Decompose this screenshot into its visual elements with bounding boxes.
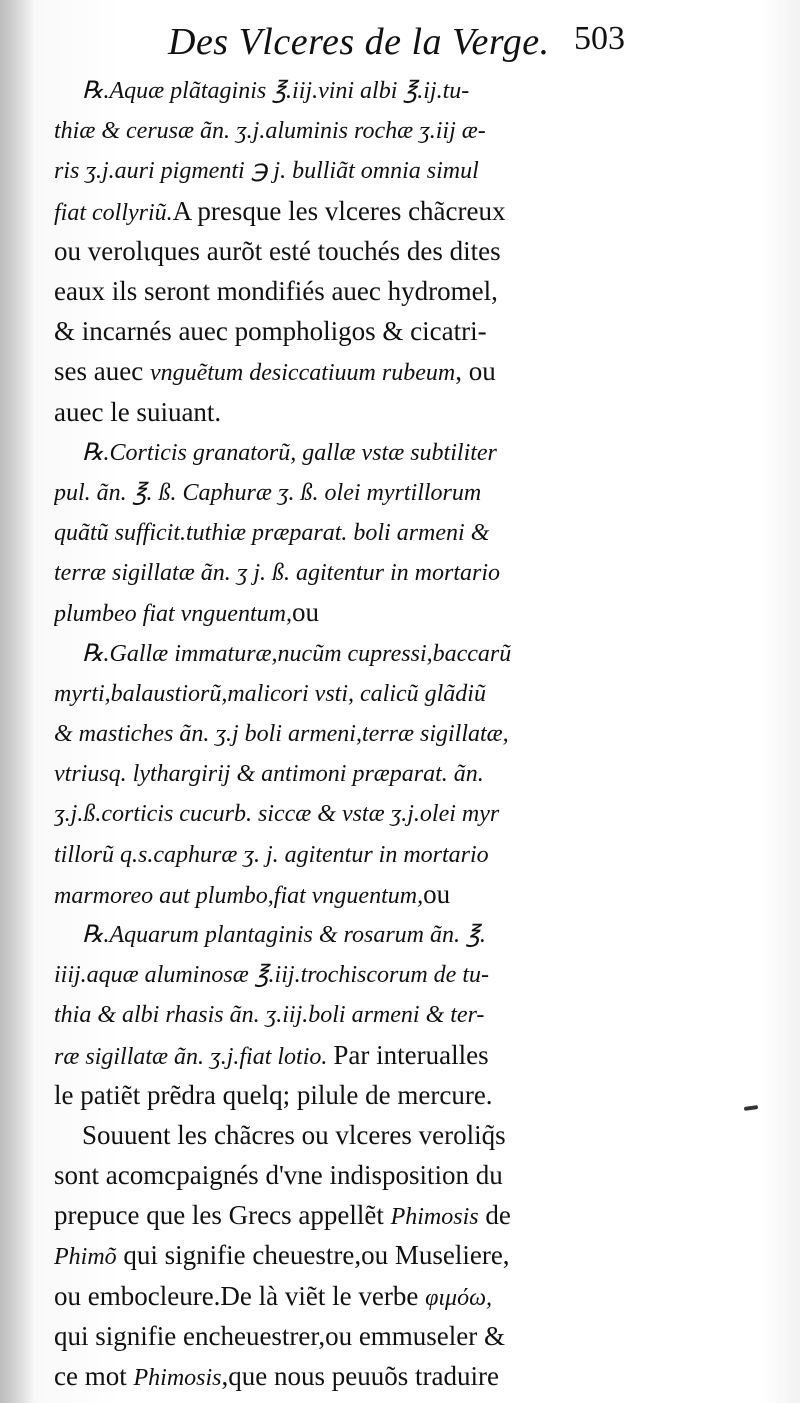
text-line bbox=[54, 1115, 660, 1155]
roman-text-segment: ses auec bbox=[54, 356, 150, 387]
roman-text-segment: ou embocleure.De là viẽt le verbe bbox=[54, 1280, 426, 1311]
body-text bbox=[54, 70, 660, 1396]
roman-text-segment: prepuce que les Grecs appellẽt bbox=[54, 1200, 391, 1231]
italic-text-segment: quãtũ sufficit.tuthiæ præparat. boli armeni & bbox=[54, 520, 490, 547]
text-line bbox=[54, 432, 660, 472]
italic-text-segment: Phimõ bbox=[54, 1244, 117, 1271]
roman-text-segment: qui signifie encheuestrer,ou emmuseler & bbox=[54, 1320, 506, 1351]
text-line bbox=[54, 110, 660, 150]
text-line bbox=[54, 1035, 660, 1075]
text-line bbox=[54, 271, 660, 311]
text-line bbox=[54, 1316, 660, 1356]
text-line bbox=[54, 954, 660, 994]
roman-text-segment: sont acomcpaignés d'vne indisposition du bbox=[54, 1160, 503, 1191]
text-line bbox=[54, 1356, 660, 1396]
italic-text-segment: ℞.Aquæ plãtaginis ℥.iij.vini albi ℥.ij.tu- bbox=[82, 78, 470, 104]
text-line bbox=[54, 1155, 660, 1195]
italic-text-segment: pul. ãn. ℥. ß. Caphuræ ʒ. ß. olei myrtillorum bbox=[54, 479, 482, 506]
italic-text-segment: & mastiches ãn. ʒ.j boli armeni,terræ sigillatæ, bbox=[54, 721, 509, 747]
italic-text-segment: thiæ & cerusæ ãn. ʒ.j.aluminis rochæ ʒ.iij æ- bbox=[54, 118, 486, 145]
italic-text-segment: terræ sigillatæ ãn. ʒ j. ß. agitentur in mortario bbox=[54, 560, 501, 587]
italic-text-segment: plumbeo fiat vnguentum, bbox=[54, 601, 292, 628]
roman-text-segment: qui signifie cheuestre,ou Museliere, bbox=[116, 1240, 510, 1271]
italic-text-segment: ʒ.j.ß.corticis cucurb. siccæ & vstæ ʒ.j.olei myr bbox=[54, 801, 500, 828]
text-line bbox=[54, 753, 660, 793]
text-line bbox=[54, 1276, 660, 1316]
roman-text-segment: de bbox=[478, 1200, 511, 1231]
roman-text-segment: , ou bbox=[455, 356, 496, 387]
roman-text-segment: & incarnés auec pompholigos & cicatri- bbox=[54, 316, 487, 347]
italic-text-segment: iiij.aquæ aluminosæ ℥.iij.trochiscorum de tu- bbox=[54, 962, 489, 989]
text-line bbox=[54, 311, 660, 351]
roman-text-segment: A presque les vlceres chãcreux bbox=[172, 195, 506, 226]
italic-text-segment: ℞.Corticis granatorũ, gallæ vstæ subtiliter bbox=[82, 439, 497, 466]
text-line bbox=[54, 150, 660, 190]
roman-text-segment: ou bbox=[291, 597, 319, 628]
italic-text-segment: ris ʒ.j.auri pigmenti ℈ j. bulliãt omnia simul bbox=[54, 158, 479, 185]
text-line bbox=[54, 552, 660, 592]
text-line bbox=[54, 1075, 660, 1115]
text-line bbox=[54, 191, 660, 231]
italic-text-segment: fiat collyriũ. bbox=[54, 199, 173, 226]
italic-text-segment: ræ sigillatæ ãn. ʒ.j.fiat lotio. bbox=[54, 1043, 334, 1070]
italic-text-segment: vtriusq. lythargirij & antimoni præparat. ãn. bbox=[54, 761, 484, 788]
roman-text-segment: auec le suiuant. bbox=[54, 396, 222, 427]
text-line bbox=[54, 70, 660, 110]
roman-text-segment: ou verolιques aurõt esté touchés des dites bbox=[54, 235, 501, 266]
roman-text-segment: Souuent les chãcres ou vlceres veroliq̃s bbox=[82, 1119, 506, 1150]
text-line bbox=[54, 874, 660, 914]
italic-text-segment: Phimosis bbox=[390, 1204, 479, 1231]
roman-text-segment: ce mot bbox=[54, 1361, 134, 1391]
text-line bbox=[54, 834, 660, 874]
roman-text-segment: Par interualles bbox=[333, 1039, 489, 1070]
text-line bbox=[54, 392, 660, 432]
text-line bbox=[54, 994, 660, 1034]
ink-mark bbox=[744, 1105, 758, 1111]
text-line bbox=[54, 673, 660, 713]
italic-text-segment: myrti,balaustiorũ,malicori vsti, calicũ glãdiũ bbox=[54, 680, 486, 707]
text-line bbox=[54, 713, 660, 753]
text-line bbox=[54, 351, 660, 391]
text-line bbox=[54, 592, 660, 632]
italic-text-segment: marmoreo aut plumbo,fiat vnguentum, bbox=[54, 882, 424, 909]
roman-text-segment: eaux ils seront mondifiés auec hydromel, bbox=[54, 275, 498, 306]
text-line bbox=[54, 231, 660, 271]
italic-text-segment: ℞.Aquarum plantaginis & rosarum ãn. ℥. bbox=[82, 921, 486, 948]
text-line bbox=[54, 472, 660, 512]
italic-text-segment: Phimosis bbox=[133, 1365, 222, 1391]
text-line bbox=[54, 1195, 660, 1235]
running-title: Des Vlceres de la Verge. bbox=[168, 21, 550, 63]
roman-text-segment: ,que nous peuuõs traduire bbox=[221, 1361, 499, 1391]
text-line bbox=[54, 793, 660, 833]
text-line bbox=[54, 512, 660, 552]
italic-text-segment: thia & albi rhasis ãn. ʒ.iij.boli armeni & ter- bbox=[54, 1002, 485, 1029]
text-line bbox=[54, 914, 660, 954]
italic-text-segment: vnguẽtum desiccatiuum rubeum bbox=[149, 360, 456, 387]
text-line bbox=[54, 633, 660, 673]
italic-text-segment: tillorũ q.s.caphuræ ʒ. j. agitentur in mortario bbox=[54, 841, 489, 868]
text-line bbox=[54, 1235, 660, 1275]
page-gutter-shadow bbox=[0, 0, 34, 1403]
roman-text-segment: le patiẽt prẽdra quelq; pilule de mercure. bbox=[54, 1079, 493, 1110]
italic-text-segment: φιμόω, bbox=[425, 1284, 493, 1311]
roman-text-segment: ou bbox=[423, 878, 451, 909]
italic-text-segment: ℞.Gallæ immaturæ,nucũm cupressi,baccarũ bbox=[82, 640, 512, 667]
page-number: 503 bbox=[574, 20, 625, 57]
page-header bbox=[168, 20, 648, 70]
